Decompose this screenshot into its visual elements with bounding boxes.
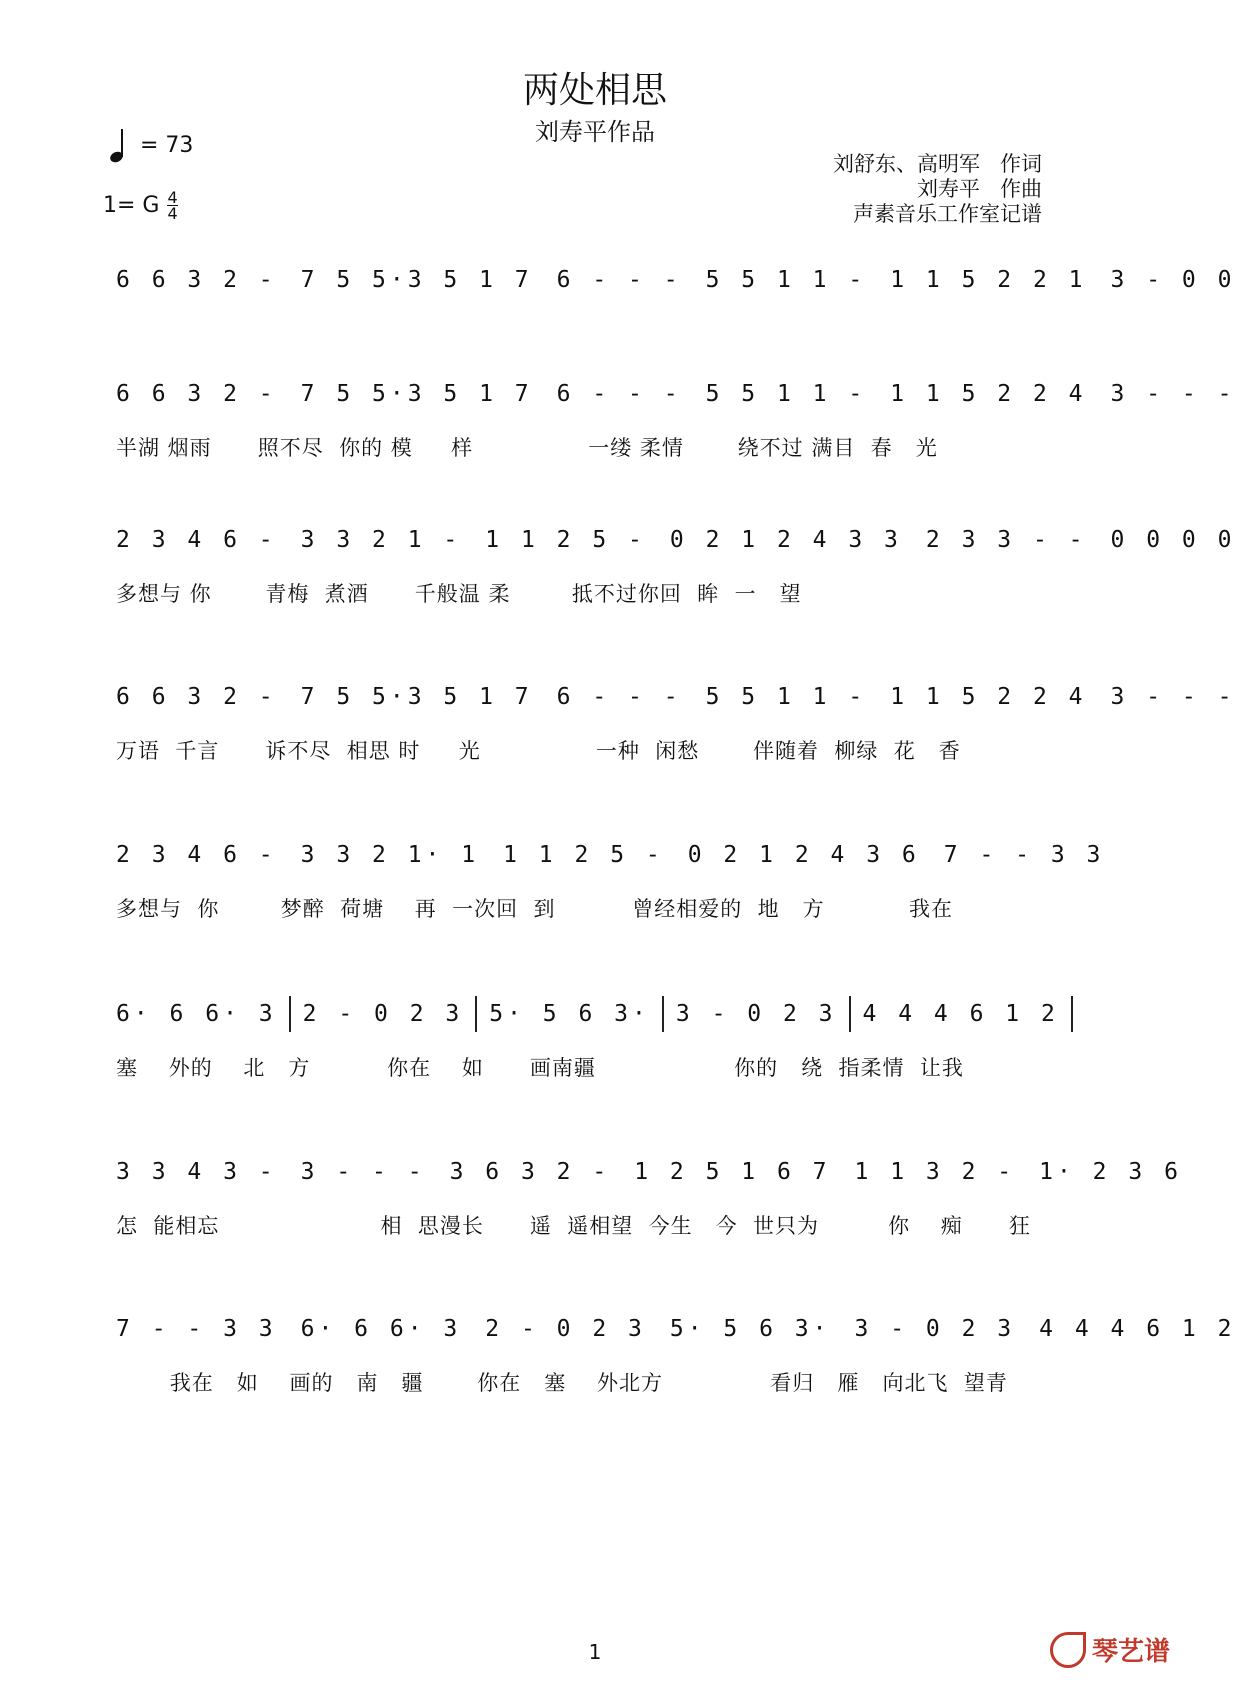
- lyrics-line: 塞 外的 北 方 你在 如 画南疆 你的 绕 指柔情 让我: [116, 1056, 964, 1080]
- logo-text: 琴艺谱: [1091, 1637, 1170, 1667]
- measure: 2 3 3 - -: [925, 527, 1087, 553]
- credit-transcriber: 声素音乐工作室记谱: [853, 202, 1042, 226]
- measure: 6 - - -: [556, 684, 682, 710]
- measure: 7 - - 3 3: [943, 842, 1105, 868]
- lyrics-line: 我在 如 画的 南 疆 你在 塞 外北方 看归 雁 向北飞 望青: [116, 1371, 1008, 1395]
- staff-line: [116, 675, 1235, 719]
- tempo-value: = 73: [140, 132, 194, 158]
- key-label: 1= G: [103, 193, 160, 218]
- page-subtitle: 刘寿平作品: [535, 118, 655, 146]
- time-numerator: 4: [167, 188, 178, 207]
- measure: 2 - 0 2 3: [302, 1001, 464, 1027]
- staff-line: [116, 1307, 1235, 1351]
- staff-line: [116, 372, 1235, 416]
- measure: 6 6 3 2 -: [116, 381, 277, 407]
- measure: 6 6 3 2 -: [116, 267, 277, 293]
- staff-line: [116, 992, 1101, 1036]
- measure: 3 - 0 2 3: [854, 1316, 1016, 1342]
- measure: 3 - 0 0: [1110, 267, 1235, 293]
- measure: 0 2 1 2 4 3 3: [669, 527, 902, 553]
- measure: 1 1 3 2 -: [854, 1159, 1016, 1185]
- staff-line: [116, 833, 1105, 877]
- credits: [833, 152, 1042, 227]
- measure: 2 3 4 6 -: [116, 527, 277, 553]
- quarter-note-icon: [110, 128, 132, 162]
- measure: 4 4 4 6 1 2: [862, 1001, 1059, 1027]
- logo-icon: [1050, 1632, 1086, 1668]
- barline: [475, 996, 477, 1032]
- measure: 7 5 5·3 5 1 7: [300, 381, 533, 407]
- measure: 5· 5 6 3·: [669, 1316, 831, 1342]
- lyrics-line: 多想与 你 梦醉 荷塘 再 一次回 到 曾经相爱的 地 方 我在: [116, 897, 954, 921]
- measure: 2 3 4 6 -: [116, 842, 277, 868]
- measure: 1 1 2 5 -: [503, 842, 664, 868]
- barline: [662, 996, 664, 1032]
- lyrics-line: 多想与 你 青梅 煮酒 千般温 柔 抵不过你回 眸 一 望: [116, 582, 802, 606]
- staff-line: [116, 518, 1235, 562]
- credit-lyricist: 刘舒东、高明军 作词: [832, 152, 1042, 176]
- time-signature: [167, 190, 177, 221]
- staff-line: [116, 1150, 1182, 1194]
- measure: 3 - - -: [1110, 381, 1235, 407]
- time-denominator: 4: [167, 204, 178, 223]
- measure: 1 2 5 1 6 7: [634, 1159, 831, 1185]
- measure: 6· 6 6· 3: [116, 1001, 277, 1027]
- measure: 6· 6 6· 3: [300, 1316, 462, 1342]
- measure: 6 6 3 2 -: [116, 684, 277, 710]
- measure: 0 2 1 2 4 3 6: [687, 842, 920, 868]
- measure: 4 4 4 6 1 2: [1039, 1316, 1235, 1342]
- measure: 1 1 5 2 2 4: [890, 381, 1087, 407]
- measure: 1 1 5 2 2 4: [890, 684, 1087, 710]
- credit-composer: 刘寿平 作曲: [916, 177, 1042, 201]
- measure: 7 5 5·3 5 1 7: [300, 267, 533, 293]
- page-title: 两处相思: [522, 70, 667, 111]
- barline: [849, 996, 851, 1032]
- measure: 3 - - -: [300, 1159, 426, 1185]
- measure: 3 3 4 3 -: [116, 1159, 277, 1185]
- measure: 3 - 0 2 3: [675, 1001, 837, 1027]
- site-logo[interactable]: [1050, 1631, 1170, 1668]
- measure: 6 - - -: [556, 267, 682, 293]
- measure: 5· 5 6 3·: [489, 1001, 650, 1027]
- measure: 1 1 2 5 -: [485, 527, 646, 553]
- measure: 3 6 3 2 -: [449, 1159, 611, 1185]
- lyrics-line: 半湖 烟雨 照不尽 你的 模 样 一缕 柔情 绕不过 满目 春 光: [116, 436, 938, 460]
- measure: 1· 2 3 6: [1039, 1159, 1182, 1185]
- measure: 2 - 0 2 3: [485, 1316, 646, 1342]
- key-signature: [103, 190, 178, 221]
- measure: 7 - - 3 3: [116, 1316, 277, 1342]
- measure: 7 5 5·3 5 1 7: [300, 684, 533, 710]
- measure: 0 0 0 0: [1110, 527, 1235, 553]
- page-number: 1: [588, 1640, 602, 1664]
- measure: 5 5 1 1 -: [705, 684, 867, 710]
- measure: 5 5 1 1 -: [705, 267, 867, 293]
- measure: 3 3 2 1· 1: [300, 842, 480, 868]
- measure: 3 3 2 1 -: [300, 527, 462, 553]
- measure: 1 1 5 2 2 1: [890, 267, 1087, 293]
- staff-line: [116, 258, 1235, 302]
- tempo-marking: [110, 128, 193, 162]
- barline: [1071, 996, 1073, 1032]
- lyrics-line: 万语 千言 诉不尽 相思 时 光 一种 闲愁 伴随着 柳绿 花 香: [116, 739, 961, 763]
- barline: [289, 996, 291, 1032]
- lyrics-line: 怎 能相忘 相 思漫长 遥 遥相望 今生 今 世只为 你 痴 狂: [116, 1214, 1031, 1238]
- measure: 3 - - -: [1110, 684, 1235, 710]
- measure: 6 - - -: [556, 381, 682, 407]
- measure: 5 5 1 1 -: [705, 381, 867, 407]
